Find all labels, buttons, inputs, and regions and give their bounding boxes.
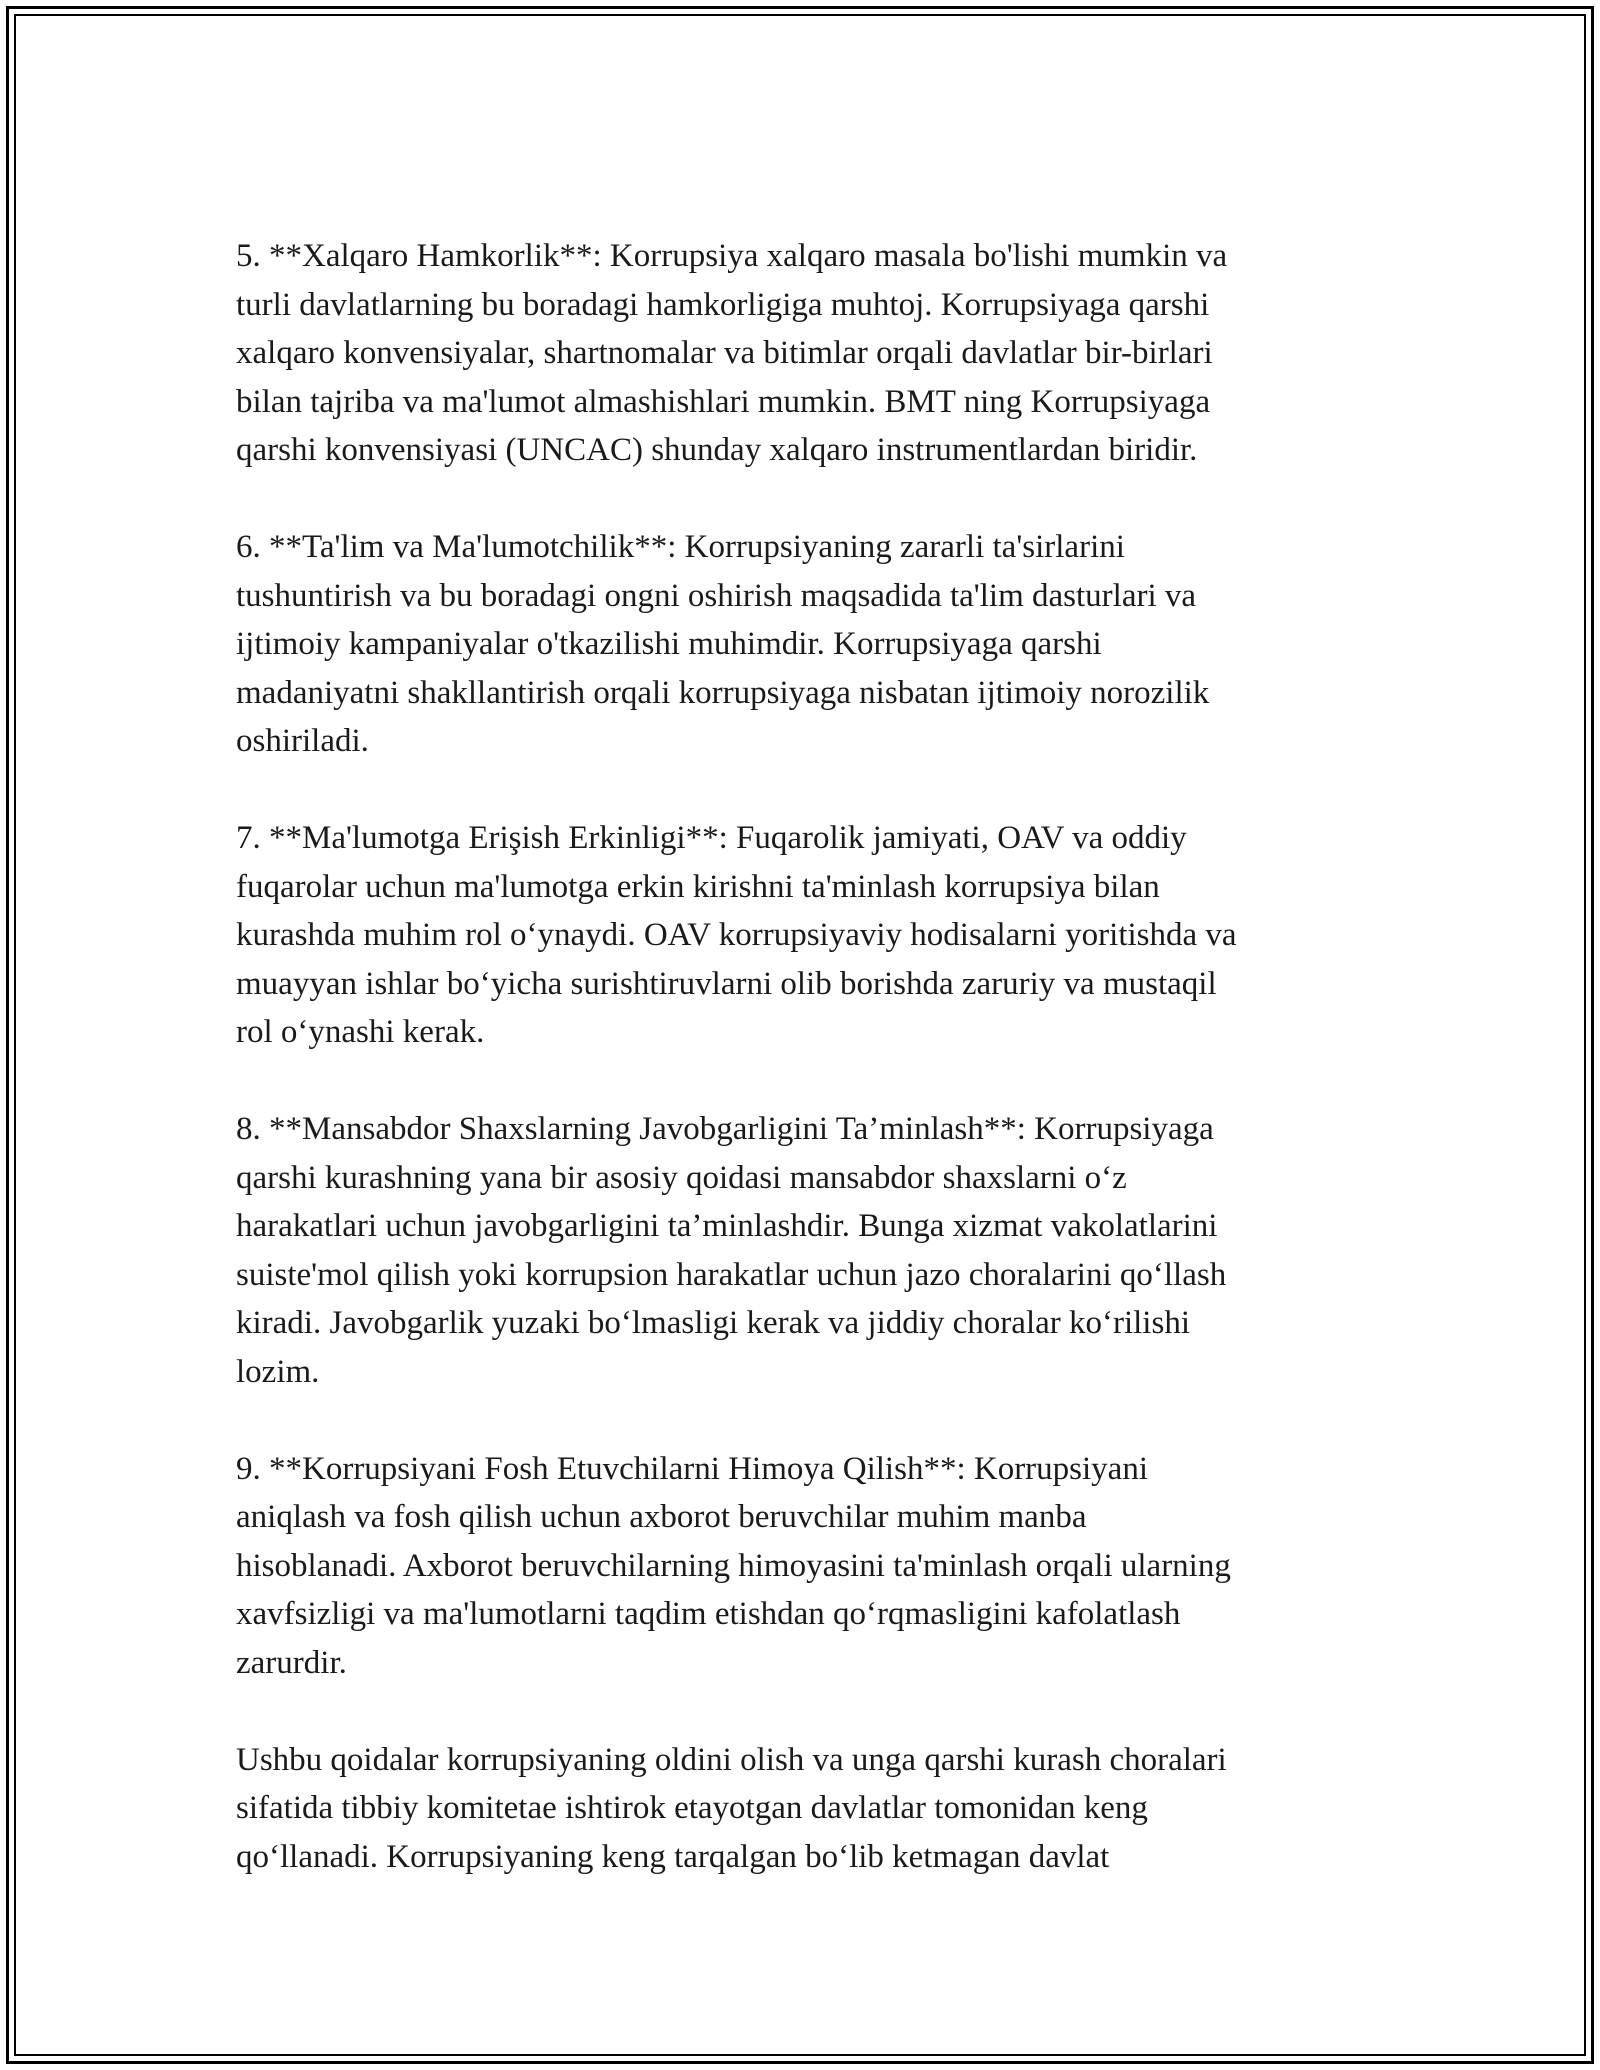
text-line: fuqarolar uchun ma'lumotga erkin kirishni ta'minlash korrupsiya bilan [236,868,1160,905]
text-line: 6. **Ta'lim va Ma'lumotchilik**: Korrupsiyaning zararli ta'sirlarini [236,529,1125,565]
paragraph-freedom-of-information [236,814,1366,1057]
text-line: xavfsizligi va ma'lumotlarni taqdim etishdan qo‘rqmasligini kafolatlash [236,1596,1181,1632]
text-line: bilan tajriba va ma'lumot almashishlari mumkin. BMT ning Korrupsiyaga [236,383,1211,420]
text-line: suiste'mol qilish yoki korrupsion harakatlar uchun jazo choralarini qo‘llash [236,1256,1227,1293]
text-line: qo‘llanadi. Korrupsiyaning keng tarqalgan bo‘lib ketmagan davlat [236,1838,1110,1875]
text-line: ijtimoiy kampaniyalar o'tkazilishi muhimdir. Korrupsiyaga qarshi [236,626,1102,662]
text-line: harakatlari uchun javobgarligini ta’minlashdir. Bunga xizmat vakolatlarini [236,1208,1218,1244]
paragraph-official-accountability [236,1105,1366,1396]
text-line: qarshi konvensiyasi (UNCAC) shunday xalqaro instrumentlardan biridir. [236,432,1198,468]
text-line: kiradi. Javobgarlik yuzaki bo‘lmasligi kerak va jiddiy choralar ko‘rilishi [236,1305,1190,1341]
document-body [236,232,1366,1881]
text-line: 7. **Ma'lumotga Erişish Erkinligi**: Fuqarolik jamiyati, OAV va oddiy [236,820,1187,856]
text-line: zarurdir. [236,1644,347,1681]
text-line: madaniyatni shakllantirish orqali korrupsiyaga nisbatan ijtimoiy norozilik [236,674,1210,711]
text-line: 8. **Mansabdor Shaxslarning Javobgarligini Ta’minlash**: Korrupsiyaga [236,1111,1214,1147]
text-line: xalqaro konvensiyalar, shartnomalar va bitimlar orqali davlatlar bir-birlari [236,335,1213,371]
paragraph-conclusion [236,1736,1366,1882]
text-line: rol o‘ynashi kerak. [236,1014,485,1050]
text-line: Ushbu qoidalar korrupsiyaning oldini olish va unga qarshi kurash choralari [236,1741,1227,1778]
paragraph-international-cooperation [236,232,1366,475]
text-line: lozim. [236,1353,320,1390]
text-line: tushuntirish va bu boradagi ongni oshirish maqsadida ta'lim dasturlari va [236,577,1197,614]
text-line: turli davlatlarning bu boradagi hamkorligiga muhtoj. Korrupsiyaga qarshi [236,286,1210,323]
text-line: hisoblanadi. Axborot beruvchilarning himoyasini ta'minlash orqali ularning [236,1547,1231,1584]
text-line: 9. **Korrupsiyani Fosh Etuvchilarni Himoya Qilish**: Korrupsiyani [236,1450,1148,1487]
text-line: sifatida tibbiy komitetae ishtirok etayotgan davlatlar tomonidan keng [236,1790,1148,1826]
paragraph-whistleblower-protection [236,1445,1366,1688]
text-line: muayyan ishlar bo‘yicha surishtiruvlarni olib borishda zaruriy va mustaqil [236,965,1217,1002]
text-line: kurashda muhim rol o‘ynaydi. OAV korrupsiyaviy hodisalarni yoritishda va [236,917,1237,953]
text-line: aniqlash va fosh qilish uchun axborot beruvchilar muhim manba [236,1499,1087,1535]
text-line: oshiriladi. [236,723,369,759]
text-line: qarshi kurashning yana bir asosiy qoidasi mansabdor shaxslarni o‘z [236,1159,1127,1196]
text-line: 5. **Xalqaro Hamkorlik**: Korrupsiya xalqaro masala bo'lishi mumkin va [236,238,1228,274]
paragraph-education-awareness [236,523,1366,766]
